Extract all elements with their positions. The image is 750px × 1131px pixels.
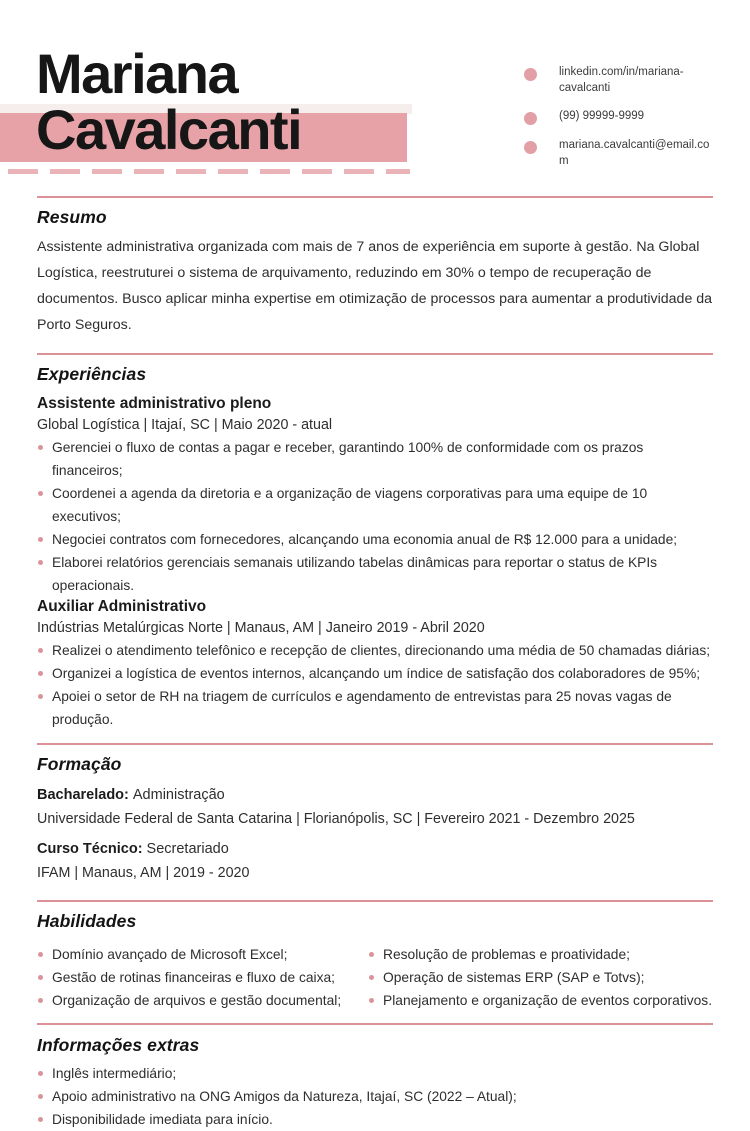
- section-title-resumo: Resumo: [37, 207, 107, 227]
- job-title: Assistente administrativo pleno: [37, 395, 272, 412]
- education-meta: IFAM | Manaus, AM | 2019 - 2020: [37, 865, 250, 881]
- education-degree: [37, 840, 713, 858]
- last-name: Cavalcanti: [36, 98, 302, 161]
- skill-item: Gestão de rotinas financeiras e fluxo de caixa;: [37, 966, 368, 989]
- skill-item: Resolução de problemas e proatividade;: [368, 943, 713, 966]
- job-meta: Global Logística | Itajaí, SC | Maio 2020 - atual: [37, 417, 333, 433]
- education-entry: [37, 786, 713, 828]
- email-text: mariana.cavalcanti@email.com: [559, 139, 710, 167]
- section-title-habilidades: Habilidades: [37, 911, 137, 931]
- section-title-formacao: Formação: [37, 754, 122, 774]
- job-bullet: Coordenei a agenda da diretoria e a organização de viagens corporativas para uma equipe de 10 executivos;: [37, 482, 713, 528]
- degree-value: Administração: [132, 787, 225, 803]
- section-experiencias: [37, 364, 713, 731]
- education-entry: [37, 840, 713, 882]
- job-bullet: Realizei o atendimento telefônico e recepção de clientes, direcionando uma média de 50 chamadas diárias;: [37, 639, 713, 662]
- skills-column-left: [37, 943, 368, 1012]
- job-bullet: Gerenciei o fluxo de contas a pagar e receber, garantindo 100% de conformidade com os prazos financeiros;: [37, 436, 713, 482]
- skills-grid: [37, 943, 713, 1012]
- contact-item-linkedin: [524, 65, 724, 96]
- job-bullet: Elaborei relatórios gerenciais semanais utilizando tabelas dinâmicas para reportar o status de KPIs operacionais.: [37, 551, 713, 597]
- contact-list: [524, 65, 724, 169]
- extras-list: [37, 1062, 713, 1131]
- linkedin-text: linkedin.com/in/mariana-cavalcanti: [559, 66, 684, 94]
- dot-icon: [524, 141, 537, 154]
- degree-value: Secretariado: [146, 841, 229, 857]
- section-divider: [37, 900, 713, 902]
- section-formacao: [37, 754, 713, 882]
- resume-content: [37, 196, 713, 1131]
- job-entry: [37, 598, 713, 731]
- section-habilidades: [37, 911, 713, 1012]
- job-bullet: Organizei a logística de eventos internos, alcançando um índice de satisfação dos colaboradores de 95%;: [37, 662, 713, 685]
- skill-item: Organização de arquivos e gestão documental;: [37, 989, 368, 1012]
- degree-label: Bacharelado:: [37, 787, 129, 803]
- section-divider: [37, 196, 713, 198]
- section-divider: [37, 1023, 713, 1025]
- first-name: Mariana: [36, 42, 238, 105]
- section-informacoes-extras: [37, 1035, 713, 1131]
- section-divider: [37, 743, 713, 745]
- extra-item: Disponibilidade imediata para início.: [37, 1108, 713, 1131]
- section-title-experiencias: Experiências: [37, 364, 147, 384]
- degree-label: Curso Técnico:: [37, 841, 143, 857]
- phone-text: (99) 99999-9999: [559, 110, 645, 122]
- job-bullet-list: [37, 436, 713, 597]
- skill-item: Domínio avançado de Microsoft Excel;: [37, 943, 368, 966]
- job-bullet-list: [37, 639, 713, 731]
- skill-item: Planejamento e organização de eventos corporativos.: [368, 989, 713, 1012]
- contact-item-phone: [524, 109, 724, 125]
- contact-item-email: [524, 138, 724, 169]
- dot-icon: [524, 112, 537, 125]
- job-meta: Indústrias Metalúrgicas Norte | Manaus, AM | Janeiro 2019 - Abril 2020: [37, 620, 485, 636]
- skill-item: Operação de sistemas ERP (SAP e Totvs);: [368, 966, 713, 989]
- job-entry: [37, 395, 713, 597]
- job-bullet: Negociei contratos com fornecedores, alcançando uma economia anual de R$ 12.000 para a unidade;: [37, 528, 713, 551]
- section-divider: [37, 353, 713, 355]
- dot-icon: [524, 68, 537, 81]
- skills-column-right: [368, 943, 713, 1012]
- dashed-underline-decoration: [8, 169, 410, 174]
- section-resumo: [37, 207, 713, 338]
- extra-item: Inglês intermediário;: [37, 1062, 713, 1085]
- summary-paragraph: Assistente administrativa organizada com mais de 7 anos de experiência em suporte à gestão. Na Global Logística, reestruturei o sistema de arquivamento, reduzindo em 30% o tempo de recuperação de documentos. Busco aplicar minha expertise em otimização de processos para aumentar a produtividade da Porto Seguros.: [37, 239, 713, 333]
- person-name: [36, 42, 302, 161]
- education-degree: [37, 786, 713, 804]
- education-meta: Universidade Federal de Santa Catarina | Florianópolis, SC | Fevereiro 2021 - Dezembro 2025: [37, 811, 635, 827]
- job-bullet: Apoiei o setor de RH na triagem de currículos e agendamento de entrevistas para 25 novas vagas de produção.: [37, 685, 713, 731]
- section-title-informacoes-extras: Informações extras: [37, 1035, 200, 1055]
- job-title: Auxiliar Administrativo: [37, 598, 207, 615]
- extra-item: Apoio administrativo na ONG Amigos da Natureza, Itajaí, SC (2022 – Atual);: [37, 1085, 713, 1108]
